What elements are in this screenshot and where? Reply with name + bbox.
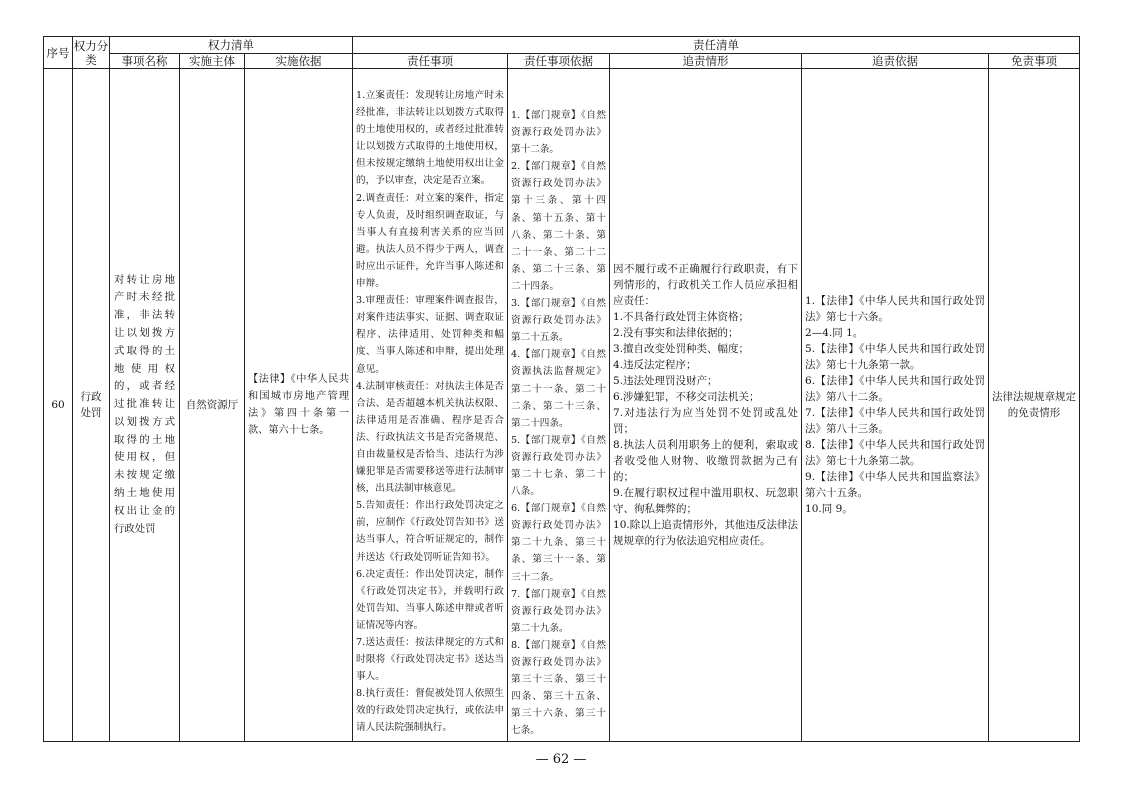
list-item: 9.【法律】《中华人民共和国监察法》第六十五条。 <box>805 471 986 499</box>
list-item: 因不履行或不正确履行行政职责，有下列情形的，行政机关工作人员应承担相应责任： <box>613 263 799 307</box>
list-item: 6.【部门规章】《自然资源行政处罚办法》第二十九条、第三十条、第三十一条、第三十二条。 <box>511 503 607 583</box>
list-item: 5.【法律】《中华人民共和国行政处罚法》第七十九条第一款。 <box>805 343 986 371</box>
acc-basis-list <box>802 293 988 517</box>
list-item: 3.审理责任：审理案件调查报告，对案件违法事实、证据、调查取证程序、法律适用、处罚种类和幅度、当事人陈述和申辩，提出处理意见。 <box>356 295 505 375</box>
list-item: 4.【部门规章】《自然资源执法监督规定》第二十一条、第二十二条、第二十三条、第二十四条。 <box>511 349 607 429</box>
page-number: — 62 — <box>535 752 587 767</box>
list-item: 5.【部门规章】《自然资源行政处罚办法》第二十七条、第二十八条。 <box>511 434 607 498</box>
list-item: 6.决定责任：作出处罚决定，制作《行政处罚决定书》，并载明行政处罚告知、当事人陈述申辩或者听证情况等内容。 <box>356 568 505 631</box>
list-item: 2.调查责任：对立案的案件，指定专人负责，及时组织调查取证，与当事人有直接利害关系的应当回避。执法人员不得少于两人，调查时应出示证件，允许当事人陈述和申辩。 <box>356 192 505 290</box>
header-responsibility-list: 责任清单 <box>353 37 1080 54</box>
cell-seq: 60 <box>44 69 73 742</box>
list-item: 1.不具备行政处罚主体资格； <box>613 311 750 323</box>
list-item: 8.【部门规章】《自然资源行政处罚办法》第三十三条、第三十四条、第三十五条、第三十六条、第三十七条。 <box>511 639 607 737</box>
header-resp-items: 责任事项 <box>353 54 508 69</box>
header-category: 权力分类 <box>73 38 109 67</box>
cell-exemption: 法律法规规章规定的免责情形 <box>992 391 1077 419</box>
list-item: 2.没有事实和法律依据的； <box>613 327 739 339</box>
list-item: 10.同 9。 <box>805 503 853 515</box>
list-item: 7.送达责任：按法律规定的方式和时限将《行政处罚决定书》送达当事人。 <box>356 637 505 683</box>
cell-subject: 自然资源厅 <box>180 69 245 742</box>
header-exemption: 免责事项 <box>989 54 1080 69</box>
header-resp-basis: 责任事项依据 <box>508 54 610 69</box>
header-basis: 实施依据 <box>245 54 353 69</box>
list-item: 4.法制审核责任：对执法主体是否合法、是否超越本机关执法权限、法律适用是否准确、程序是否合法、行政执法文书是否完备规范、自由裁量权是否恰当、违法行为涉嫌犯罪是否需要移送等进行法制审核，出具法制审核意见。 <box>356 380 505 495</box>
list-item: 2.【部门规章】《自然资源行政处罚办法》第十三条、第十四条、第十五条、第十八条、第二十条、第二十一条、第二十二条、第二十三条、第二十四条。 <box>511 161 607 292</box>
list-item: 3.【部门规章】《自然资源行政处罚办法》第二十五条。 <box>511 298 607 344</box>
resp-items-list <box>353 87 507 737</box>
header-subject: 实施主体 <box>180 54 245 69</box>
table-row <box>44 69 1080 742</box>
cell-item-name: 对转让房地产时未经批准，非法转让以划拨方式取得的土地使用权的，或者经过批准转让以划拨方式取得的土地使用权，但未按规定缴纳土地使用权出让金的行政处罚 <box>114 273 175 535</box>
header-power-list: 权力清单 <box>110 37 353 54</box>
list-item: 1.立案责任：发现转让房地产时未经批准，非法转让以划拨方式取得的土地使用权的，或者经过批准转让以划拨方式取得的土地使用权，但未按规定缴纳土地使用权出让金的，予以审查，决定是否立案。 <box>356 90 505 187</box>
list-item: 9.在履行职权过程中滥用职权、玩忽职守、徇私舞弊的； <box>613 487 799 515</box>
list-item: 1.【法律】《中华人民共和国行政处罚法》第七十六条。 <box>805 295 986 323</box>
list-item: 10.除以上追责情形外，其他违反法律法规规章的行为依法追究相应责任。 <box>613 519 799 547</box>
list-item: 7.【部门规章】《自然资源行政处罚办法》第二十九条。 <box>511 588 607 634</box>
list-item: 5.告知责任：作出行政处罚决定之前，应制作《行政处罚告知书》送达当事人，符合听证规定的，制作并送达《行政处罚听证告知书》。 <box>356 500 505 563</box>
list-item: 7.对违法行为应当处罚不处罚或乱处罚； <box>613 407 799 435</box>
resp-basis-list <box>508 107 609 739</box>
cell-category: 行政处罚 <box>73 69 110 742</box>
power-responsibility-table <box>43 36 1080 742</box>
cell-basis: 【法律】《中华人民共和国城市房地产管理法》第四十条第一款、第六十七条。 <box>248 374 350 436</box>
list-item: 1.【部门规章】《自然资源行政处罚办法》第十二条。 <box>511 110 607 156</box>
list-item: 6.【法律】《中华人民共和国行政处罚法》第八十二条。 <box>805 375 986 403</box>
list-item: 2—4.同 1。 <box>805 327 864 339</box>
header-item-name: 事项名称 <box>110 54 180 69</box>
list-item: 7.【法律】《中华人民共和国行政处罚法》第八十三条。 <box>805 407 986 435</box>
header-seq: 序号 <box>44 37 73 69</box>
list-item: 5.违法处理罚没财产； <box>613 375 718 387</box>
accountability-list <box>610 261 801 549</box>
list-item: 4.违反法定程序； <box>613 359 697 371</box>
header-acc-basis: 追责依据 <box>802 54 989 69</box>
header-accountability: 追责情形 <box>610 54 802 69</box>
list-item: 3.擅自改变处罚种类、幅度； <box>613 343 750 355</box>
list-item: 6.涉嫌犯罪，不移交司法机关； <box>613 391 760 403</box>
list-item: 8.【法律】《中华人民共和国行政处罚法》第七十九条第二款。 <box>805 439 986 467</box>
list-item: 8.执行责任：督促被处罚人依照生效的行政处罚决定执行，或依法申请人民法院强制执行。 <box>356 688 505 734</box>
list-item: 8.执法人员利用职务上的便利，索取或者收受他人财物、收缴罚款据为己有的； <box>613 439 799 483</box>
